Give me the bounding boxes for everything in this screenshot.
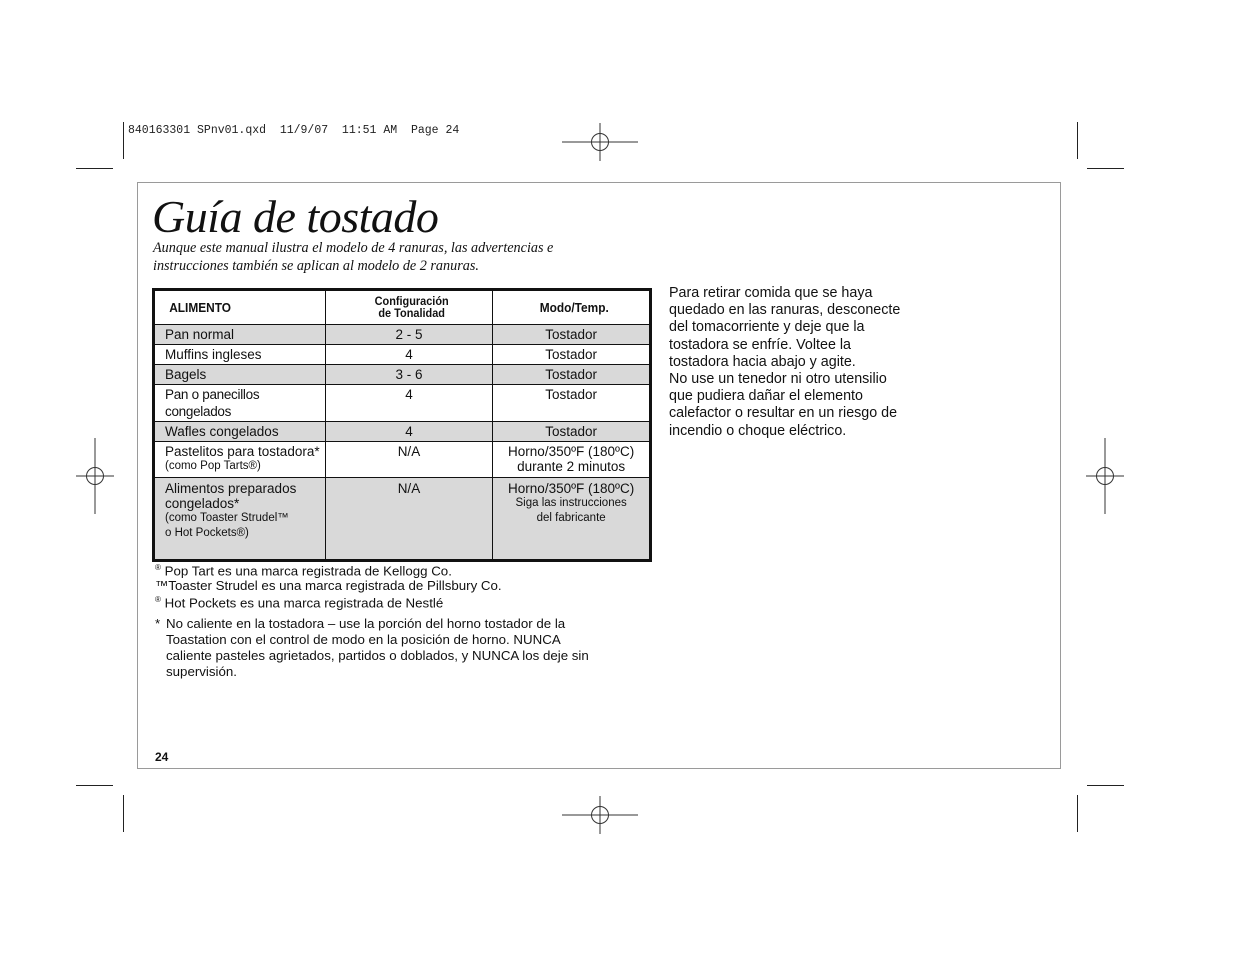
registered-symbol: ®	[155, 595, 161, 605]
subtitle-line: Aunque este manual ilustra el modelo de 4 ranuras, las advertencias e	[153, 240, 554, 256]
header-mode-temp: Modo/Temp.	[497, 290, 647, 325]
food-note: (como Pop Tarts®)	[165, 460, 261, 472]
table-row	[154, 422, 651, 442]
asterisk-mark: *	[155, 616, 161, 632]
trademark-note	[155, 579, 595, 594]
crop-mark	[123, 795, 124, 832]
header-shade-setting	[329, 290, 488, 325]
shade-cell: 4	[325, 345, 493, 365]
registration-mark-icon	[1086, 438, 1124, 514]
shade-cell: 4	[325, 422, 493, 442]
page-number: 24	[155, 750, 169, 764]
crop-mark	[1077, 795, 1078, 832]
food-cell	[154, 478, 326, 561]
registration-mark-icon	[562, 123, 638, 161]
mode-cell	[493, 442, 651, 478]
food-note: (como Toaster Strudel™	[165, 512, 289, 524]
food-cell: Pan o panecillos congelados	[154, 385, 326, 422]
crop-mark	[76, 168, 113, 169]
table-row	[154, 345, 651, 365]
food-cell: Pan normal	[154, 325, 326, 345]
table-row	[154, 365, 651, 385]
trademark-note	[155, 593, 595, 611]
header-shade-line: de Tonalidad	[378, 307, 446, 320]
crop-mark	[1087, 168, 1124, 169]
mode-note: Siga las instrucciones	[515, 497, 627, 509]
mode-cell: Tostador	[493, 345, 651, 365]
mode-cell: Tostador	[493, 325, 651, 345]
trademark-note-text: Pop Tart es una marca registrada de Kellogg Co.	[164, 563, 452, 579]
trademark-note-text: Hot Pockets es una marca registrada de Nestlé	[164, 595, 444, 611]
registration-mark-icon	[562, 796, 638, 834]
header-shade-line: Configuración	[374, 295, 449, 308]
food-name: Alimentos preparados congelados*	[165, 481, 297, 511]
toasting-guide-table	[152, 288, 652, 562]
mode-cell: Tostador	[493, 365, 651, 385]
table-row	[154, 325, 651, 345]
mode-text: Horno/350ºF (180ºC)	[508, 481, 635, 496]
crop-mark	[1087, 785, 1124, 786]
mode-note: del fabricante	[536, 512, 606, 524]
footnotes	[155, 561, 595, 680]
mode-text: Horno/350ºF (180ºC)	[508, 444, 635, 459]
crop-mark	[123, 122, 124, 159]
mode-note: durante 2 minutos	[517, 459, 626, 474]
registered-symbol: ®	[155, 563, 161, 572]
mode-cell	[493, 478, 651, 561]
warning-note-text: No caliente en la tostadora – use la porción del horno tostador de la Toastation con el control de modo en la posición de horno. NUNCA caliente pasteles agrietados, partidos o doblados, y NUNCA los deje sin supervisión.	[166, 616, 589, 679]
page-subtitle	[153, 239, 593, 275]
registration-mark-icon	[76, 438, 114, 514]
trademark-note-text: Toaster Strudel es una marca registrada de Pillsbury Co.	[168, 577, 502, 593]
subtitle-line: instrucciones también se aplican al modelo de 2 ranuras.	[153, 258, 479, 274]
table-header-row	[154, 290, 651, 325]
shade-cell: N/A	[325, 442, 493, 478]
crop-mark	[76, 785, 113, 786]
printer-slug: 840163301 SPnv01.qxd 11/9/07 11:51 AM Page 24	[128, 124, 460, 137]
table-row	[154, 385, 651, 422]
shade-cell: 2 - 5	[325, 325, 493, 345]
food-cell	[154, 442, 326, 478]
table-row	[154, 478, 651, 561]
page-title: Guía de tostado	[152, 191, 439, 242]
food-cell: Bagels	[154, 365, 326, 385]
instruction-paragraph: No use un tenedor ni otro utensilio que pudiera dañar el elemento calefactor o resultar en un riesgo de incendio o choque eléctrico.	[669, 371, 898, 439]
crop-mark	[1077, 122, 1078, 159]
trademark-symbol: ™	[155, 577, 169, 593]
warning-note	[155, 616, 595, 679]
table-row	[154, 442, 651, 478]
removal-instructions	[669, 285, 909, 440]
shade-cell: 4	[325, 385, 493, 422]
trademark-note	[155, 561, 595, 579]
food-cell: Muffins ingleses	[154, 345, 326, 365]
shade-cell: 3 - 6	[325, 365, 493, 385]
shade-cell: N/A	[325, 478, 493, 561]
header-food: ALIMENTO	[158, 290, 321, 325]
mode-cell: Tostador	[493, 422, 651, 442]
food-note: o Hot Pockets®)	[165, 527, 249, 539]
mode-cell: Tostador	[493, 385, 651, 422]
food-name: Pastelitos para tostadora*	[165, 444, 320, 459]
instruction-paragraph: Para retirar comida que se haya quedado en las ranuras, desconecte del tomacorriente y deje que la tostadora se enfríe. Voltee la tostadora hacia abajo y agite.	[669, 285, 901, 370]
food-cell: Wafles congelados	[154, 422, 326, 442]
